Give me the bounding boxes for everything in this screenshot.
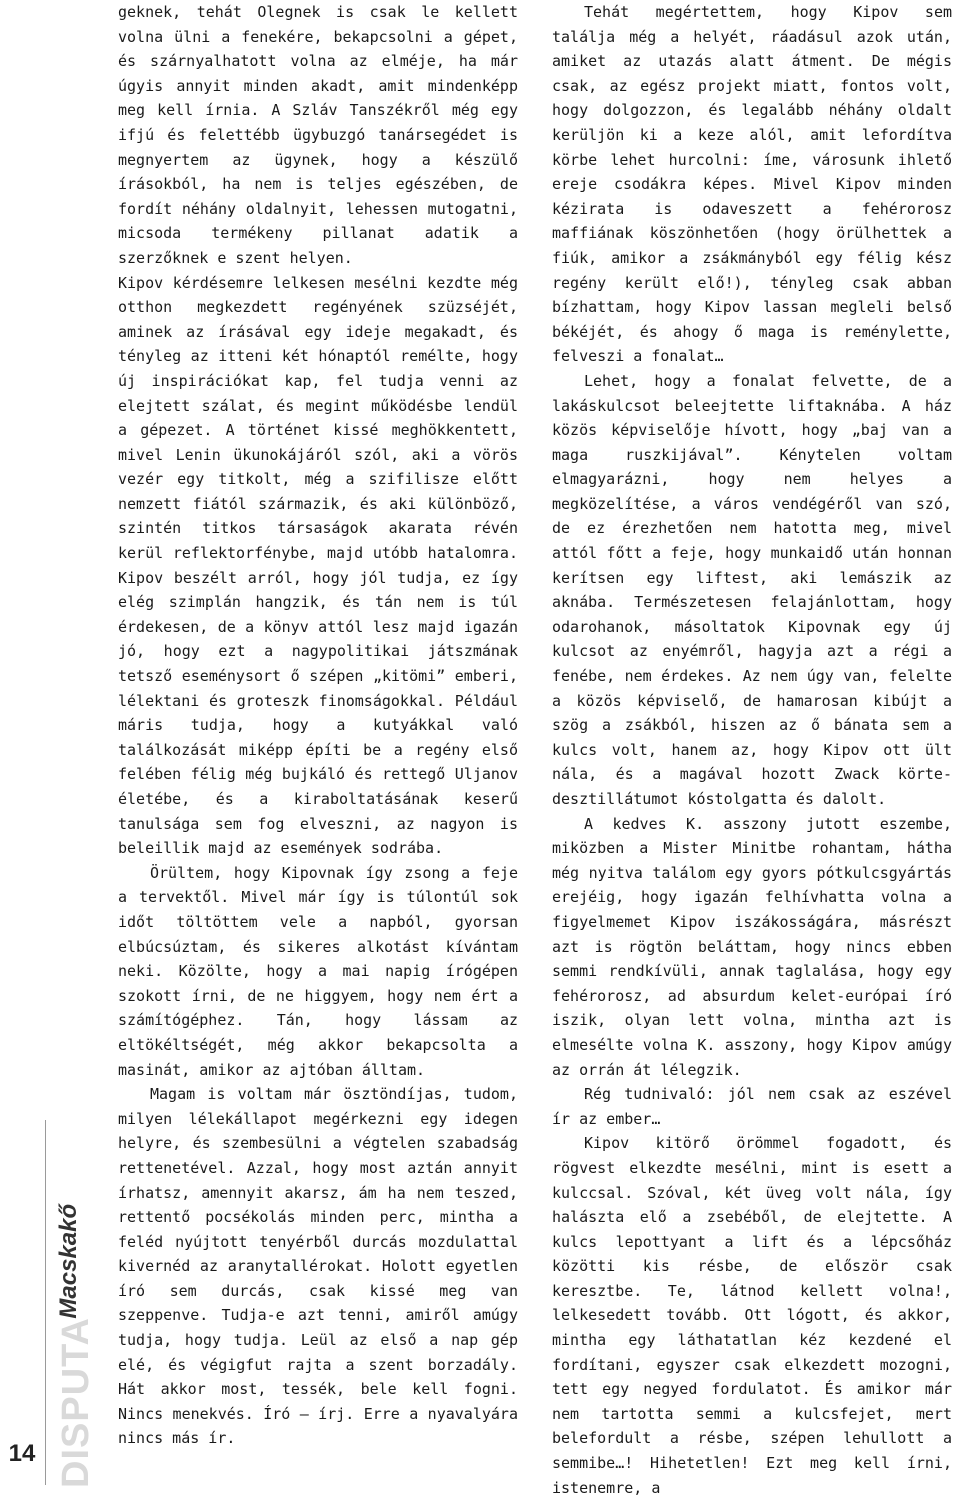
paragraph: Tehát megértettem, hogy Kipov sem találja még a helyét, ráadásul azok után, amiket az utazás alatt átment. De mégis csak, az egész projekt miatt, fontos volt, hogy dolgozzon, és legalább néhány oldalt kerüljön ki a keze alól, amit lefordítva körbe lehet hurcolni: íme, városunk ihlető ereje csodákra képes. Mivel Kipov minden kézirata is odaveszett a fehérorosz maffiának köszönhetően (hogy örülhettek a fiúk, amikor a zsákmányból egy félig kész regény került elő!), tényleg csak abban bízhattam, hogy Kipov lassan megleli belső békéjét, és ahogy ő maga is reménylette, felveszi a fonalat…	[552, 3, 952, 366]
section-title: DISPUTA	[55, 1317, 97, 1488]
paragraph: Kipov kitörő örömmel fogadott, és rögvest elkezdte mesélni, mint is esett a kulccsal. Szóval, két üveg volt nála, így halászta elő a zsebéből, de elejtette. A kulcs lepottyant a lift és a lépcsőház közötti kis résbe, de először csak keresztbe. Te, látnod kellett volna!, lelkesedett tovább. Ott lógott, és akkor, mintha egy láthatatlan kéz kezdené el fordítani, egyszer csak elkezdett mozogni, tett egy negyed fordulatot. És amikor már nem tartotta semmi a kulcsfejet, mert belefordult a résbe, szépen lehullott a semmibe…! Hihetetlen! Ezt meg kell írni, istenemre, a	[552, 1134, 952, 1497]
paragraph: A kedves K. asszony jutott eszembe, miközben a Mister Minitbe rohantam, hátha még nyitva találom egy gyors pótkulcsgyártás erejéig, hogy igazán felhívhatta volna a figyelmemet Kipov iszákosságára, másrészt azt is rögtön beláttam, hogy nincs ebben semmi rendkívüli, annak taglalása, hogy egy fehérorosz, ad absurdum kelet-európai író iszik, olyan lett volna, mintha azt is elmesélte volna K. asszony, hogy Kipov amúgy az orrán át lélegzik.	[552, 814, 952, 1079]
paragraph: Örültem, hogy Kipovnak így zsong a feje a tervektől. Mivel már így is túlontúl sok időt töltöttem vele a napból, gyorsan elbúcsúztam, és sikeres alkotást kívántam neki. Közölte, hogy a mai napig írógépen szokott írni, de ne higgyem, hogy nem ért a számítógéphez. Tán, hogy lássam az eltökéltségét, még akkor bekapcsolta a masinát, amikor az ajtóban álltam.	[118, 863, 518, 1079]
paragraph: Kipov kérdésemre lelkesen mesélni kezdte még otthon megkezdett regényének szüzséjét, aminek az írásával egy ideje megakadt, és tényleg az itteni két hónaptól remélte, hogy új inspirációkat kap, fel tudja venni az elejtett szálat, és megint működésbe lendül a gépezet. A történet kissé meghökkentett, mivel Lenin ükunokájáról szól, aki a vörös vezér egy titkolt, még a szifilisze előtt nemzett fiától származik, és aki különböző, szintén titkos társaságok akarata révén kerül reflektorfénybe, majd utóbb hatalomra. Kipov beszélt arról, hogy jól tudja, ez így elég szimplán hangzik, és tán nem is túl érdekesen, de a könyv attól lesz majd igazán jó, hogy ezt a nagypolitikai játszmának tetsző eseménysort ő szépen „kitömi” emberi, lélektani és groteszk finomságokkal. Például máris tudja, hogy a kutyákkal való találkozását miképp építi be a regény első felében félig még bujkáló és rettegő Uljanov életébe, és a kiraboltatásának keserű tanulsága sem fog elveszni, az nagyon is beleillik majd az események sodrába.	[118, 273, 518, 858]
page-number: 14	[8, 1440, 36, 1467]
subsection-title: Macskakő	[55, 1203, 82, 1319]
text-column-left	[118, 0, 518, 1451]
margin-divider	[45, 1120, 46, 1485]
paragraph: geknek, tehát Olegnek is csak le kellett volna ülni a fenekére, bekapcsolni a gépet, és szárnyalhatott volna az elméje, ha már úgyis annyit minden akadt, amit mindenképp meg kell írnia. A Szláv Tanszékről még egy ifjú és felettébb ügybuzgó tanársegédet is megnyertem az ügynek, hogy a készülő írásokból, ha nem is teljes egészében, de fordít néhány oldalnyit, lehessen mutogatni, micsoda termékeny pillanat adatik a szerzőknek e szent helyen.	[118, 3, 518, 267]
paragraph: Magam is voltam már ösztöndíjas, tudom, milyen lélekállapot megérkezni egy idegen helyre, és szembesülni a végtelen szabadság rettenetével. Azzal, hogy most aztán annyit írhatsz, amennyit akarsz, ám ha nem teszed, rettentő pocsékolás minden perc, mintha a feléd nyújtott tenyérből durcás mozdulattal kivernéd az aranytallérokat. Holott egyetlen író sem durcás, csak kissé meg van szeppenve. Tudja-e azt tenni, amiről amúgy tudja, hogy tudja. Leül az első a nap gép elé, és végigfut rajta a szent borzadály. Hát akkor most, tessék, bele kell fogni. Nincs menekvés. Író – írj. Erre a nyavalyára nincs más ír.	[118, 1085, 518, 1448]
paragraph: Lehet, hogy a fonalat felvette, de a lakáskulcsot beleejtette liftaknába. A ház közös képviselője hívott, hogy „baj van a maga ruszkijával”. Kénytelen voltam elmagyarázni, hogy nem helyes a megközelítése, a város vendégéről van szó, de ez érezhetően nem hatotta meg, mivel attól főtt a feje, hogy munkaidő után honnan kerítsen egy liftest, aki lemászik az aknába. Természetesen felajánlottam, hogy odarohanok, másoltatok Kipovnak egy új kulcsot az enyémről, hagyja azt a régi a fenébe, nem érdekes. Az nem úgy van, felelte a közös képviselő, de hamarosan kibújt a szög a zsákból, hiszen az ő bánata sem a kulcs volt, hanem az, hogy Kipov ott ült nála, és a magával hozott Zwack körte-desztillátumot kóstolgatta és dalolt.	[552, 371, 952, 808]
page-margin	[0, 0, 108, 1494]
paragraph: Rég tudnivaló: jól nem csak az eszével ír az ember…	[552, 1085, 952, 1128]
text-column-right	[552, 0, 952, 1500]
section-label	[55, 1204, 98, 1488]
